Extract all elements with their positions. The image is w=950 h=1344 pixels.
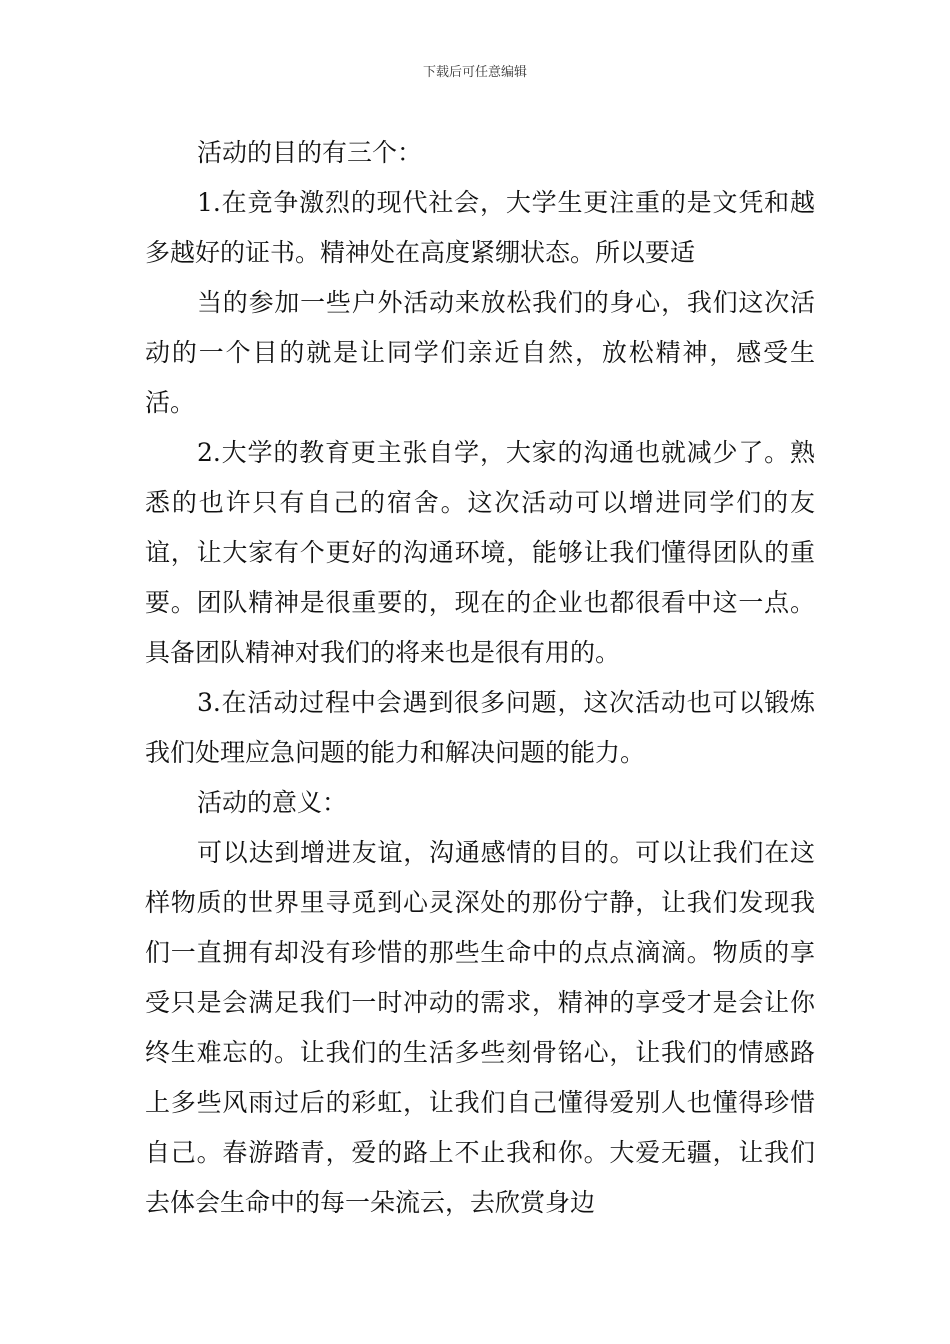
paragraph-purpose-1: 1.在竞争激烈的现代社会，大学生更注重的是文凭和越多越好的证书。精神处在高度紧绷状态。所以要适 [145,188,815,267]
paragraph-meaning: 可以达到增进友谊，沟通感情的目的。可以让我们在这样物质的世界里寻觅到心灵深处的那份宁静，让我们发现我们一直拥有却没有珍惜的那些生命中的点点滴滴。物质的享受只是会满足我们一时冲动的需求，精神的享受才是会让你终生难忘的。让我们的生活多些刻骨铭心，让我们的情感路上多些风雨过后的彩虹，让我们自己懂得爱别人也懂得珍惜自己。春游踏青，爱的路上不止我和你。大爱无疆，让我们去体会生命中的每一朵流云，去欣赏身边 [145,838,815,1217]
paragraph-purpose-3: 3.在活动过程中会遇到很多问题，这次活动也可以锻炼我们处理应急问题的能力和解决问题的能力。 [145,688,815,767]
paragraph-purpose-1-continued: 当的参加一些户外活动来放松我们的身心，我们这次活动的一个目的就是让同学们亲近自然，放松精神，感受生活。 [145,288,815,417]
paragraph-meaning-heading: 活动的意义： [197,788,348,817]
header-note: 下载后可任意编辑 [422,65,527,80]
paragraph-purpose-2: 2.大学的教育更主张自学，大家的沟通也就减少了。熟悉的也许只有自己的宿舍。这次活动可以增进同学们的友谊，让大家有个更好的沟通环境，能够让我们懂得团队的重要。团队精神是很重要的，现在的企业也都很看中这一点。具备团队精神对我们的将来也是很有用的。 [145,438,815,667]
paragraph-purpose-heading: 活动的目的有三个： [197,138,423,167]
document-body [145,128,815,1228]
